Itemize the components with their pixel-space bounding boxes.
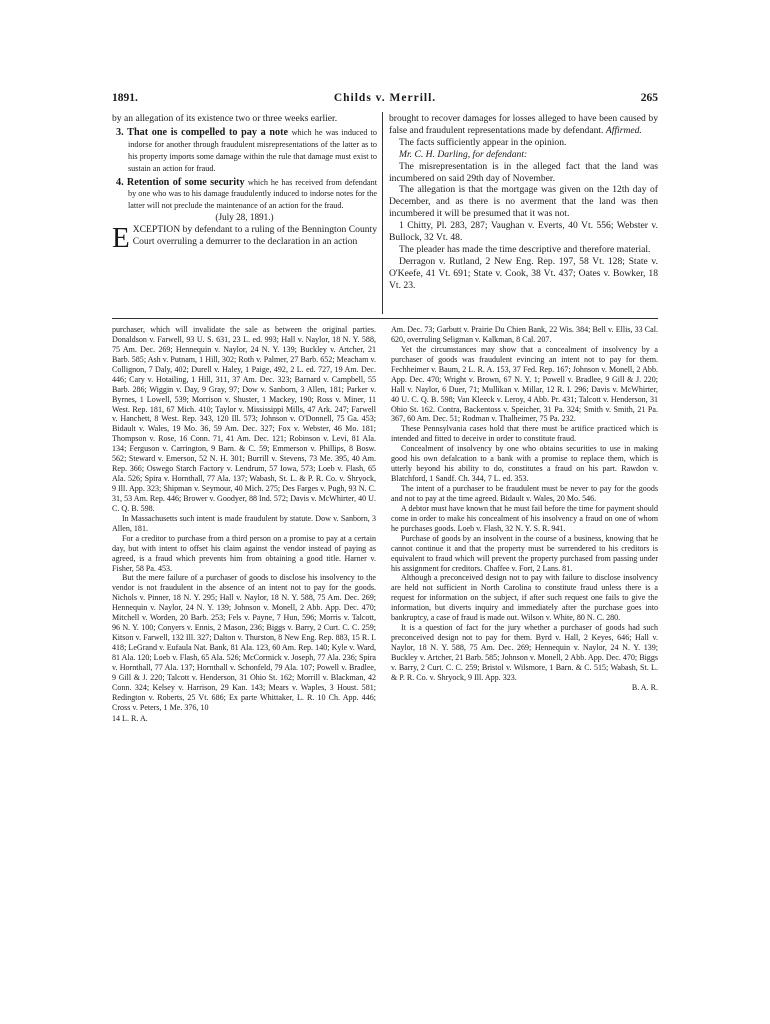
exception-text: XCEPTION by defendant to a ruling of the Bennington County Court overruling a demurrer to the declaration in an action — [132, 224, 377, 248]
note-paragraph-12: Although a preconceived design not to pay with failure to disclose insolvency are held not sufficient in North Carolina to constitute fraud unless there is a request for information on the subject, if after such request one fails to give the information, but diverts inquiry and immediately after the purchase goes into bankruptcy, a case of fraud is made out. Wilson v. White, 80 N. C. 280. — [391, 573, 658, 623]
note-paragraph-11: Purchase of goods by an insolvent in the course of a business, knowing that he cannot continue it and that the property must be surrendered to his creditors is equivalent to fraud which will prevent the property purchased from passing under his assignment for creditors. Chaffee v. Fort, 2 Lans. 81. — [391, 533, 658, 573]
headnote-3-number: 3. — [116, 126, 124, 138]
note-paragraph-6: Yet the circumstances may show that a concealment of insolvency by a purchaser of goods was fraudulent evincing an intent not to pay for them. Fechheimer v. Baum, 2 L. R. A. 153, 37 Fed. Rep. 167; Johnson v. Monell, 2 Abb. App. Dec. 470; Wright v. Brown, 67 N. Y. 1; Powell v. Bradlee, 9 Gill & J. 220; Hall v. Naylor, 6 Duer, 71; Mullikan v. Millar, 12 R. I. 296; Davis v. McWhirter, 40 U. C. Q. B. 598; Van Kleeck v. Leroy, 4 Abb. Pr. 431; Talcott v. Henderson, 31 Ohio St. 162. Contra, Backentoss v. Speicher, 31 Pa. 324; Smith v. Smith, 21 Pa. 367, 60 Am. Dec. 51; Rodman v. Thalheimer, 75 Pa. 232. — [391, 344, 658, 424]
case-intro: brought to recover damages for losses alleged to have been caused by false and fraudulent representations made by defendant. — [389, 113, 658, 136]
page-number: 265 — [640, 92, 658, 104]
drop-cap: E — [112, 222, 130, 255]
headnote-4-heading: Retention of some security — [126, 176, 245, 188]
headnote-continuation: by an allegation of its existence two or three weeks earlier. — [112, 113, 338, 124]
exception-paragraph — [112, 222, 377, 255]
note-paragraph-10: A debtor must have known that he must fail before the time for payment should come in order to make his concealment of his insolvency a fraud on one of whom he purchases goods. Loeb v. Flash, 32 N. Y. S. R. 941. — [391, 503, 658, 533]
note-paragraph-5: Am. Dec. 73; Garbutt v. Prairie Du Chien Bank, 22 Wis. 384; Bell v. Ellis, 33 Cal. 620, overruling Seligman v. Kalkman, 8 Cal. 207. — [391, 325, 658, 344]
argument-1: The misrepresentation is in the alleged fact that the land was incumbered on said 29th day of November. — [389, 160, 658, 184]
note-paragraph-7: These Pennsylvania cases hold that there must be artifice practiced which is intended and fitted to deceive in order to constitute fraud. — [391, 424, 658, 444]
headnote-3-heading: That one is compelled to pay a note — [127, 126, 289, 138]
headnote-4-number: 4. — [116, 176, 124, 188]
running-head — [112, 92, 658, 106]
headnote-3-text: which he was induced to indorse for another through fraudulent misrepresentations of the latter as to his property imports some damage within the rule that damage must exist to sustain an action for fraud. — [128, 127, 377, 173]
case-text-2: The facts sufficiently appear in the opinion. — [399, 136, 567, 148]
decision-date: (July 28, 1891.) — [215, 212, 274, 223]
volume-footer: 14 L. R. A. — [112, 713, 148, 723]
note-paragraph-1: purchaser, which will invalidate the sale as between the original parties. Donaldson v. Farwell, 93 U. S. 631, 23 L. ed. 993; Hall v. Naylor, 18 N. Y. 588, 75 Am. Dec. 269; Hennequin v. Naylor, 24 N. Y. 139; Buckley v. Artcher, 21 Barb. 585; Ash v. Putnam, 1 Hill, 302; Roth v. Palmer, 27 Barb. 652; Meacham v. Collignon, 7 Daly, 402; Durell v. Haley, 1 Paige, 492, 2 L. ed. 727, 19 Am. Dec. 446; Cary v. Hotailing, 1 Hill, 311, 37 Am. Dec. 323; Barnard v. Campbell, 55 Barb. 286; Wiggin v. Day, 9 Gray, 97; Dow v. Sanborn, 3 Allen, 181; Parker v. Byrnes, 1 Lowell, 539; Morrison v. Shuster, 1 Mackey, 190; Ross v. Miner, 11 West. Rep. 181, 67 Mich. 410; Taylor v. Mississippi Mills, 47 Ark. 247; Farwell v. Hanchett, 8 West. Rep. 343, 120 Ill. 573; Johnson v. O'Donnell, 75 Ga. 453; Bidault v. Wales, 19 Mo. 36, 59 Am. Dec. 327; Fox v. Webster, 46 Mo. 181; Thompson v. Rose, 16 Conn. 71, 41 Am. Dec. 121; Robinson v. Levi, 81 Ala. 134; Ferguson v. Carrington, 9 Barn. & C. 59; Emmerson v. Phillips, 8 Bosw. 562; Steward v. Emerson, 52 N. H. 301; Burrill v. Stevens, 73 Me. 395, 40 Am. Rep. 366; Oswego Starch Factory v. Lendrum, 57 Iowa, 573; Loeb v. Flash, 65 Ala. 526; Spira v. Hornthall, 77 Ala. 137; Wabash, St. L. & P. R. Co. v. Shryock, 9 Ill. App. 323; Shipman v. Seymour, 40 Mich. 275; Des Farges v. Pugh, 93 N. C. 31, 53 Am. Rep. 446; Brower v. Goodyer, 88 Ind. 572; Davis v. McWhirter, 40 U. C. Q. B. 598. — [112, 325, 376, 513]
note-paragraph-4: But the mere failure of a purchaser of goods to disclose his insolvency to the vendor is not fraudulent in the absence of an intent not to pay for the goods. Nichols v. Pinner, 18 N. Y. 295; Hall v. Naylor, 18 N. Y. 588, 75 Am. Dec. 269; Hennequin v. Naylor, 24 N. Y. 139; Johnson v. Monell, 2 Abb. App. Dec. 470; Mitchell v. Worden, 20 Barb. 253; Fels v. Payne, 7 Hun, 596; Morris v. Talcott, 96 N. Y. 100; Conyers v. Ennis, 2 Mason, 236; Biggs v. Barry, 2 Curt. C. C. 259; Kitson v. Farwell, 132 Ill. 327; Dalton v. Thurston, 8 New Eng. Rep. 883, 15 R. I. 418; LeGrand v. Eufaula Nat. Bank, 81 Ala. 123, 60 Am. Rep. 140; Kyle v. Ward, 81 Ala. 120; Loeb v. Flash, 65 Ala. 526; McCormick v. Joseph, 77 Ala. 236; Spira v. Hornthall, 77 Ala. 137; Hornthall v. Schonfeld, 79 Ala. 107; Powell v. Bradlee, 9 Gill & J. 220; Talcott v. Henderson, 31 Ohio St. 162; Morrill v. Blackman, 42 Conn. 324; Kelsey v. Harrison, 29 Kan. 143; Mears v. Waples, 3 Houst. 581; Redington v. Roberts, 25 Vt. 686; Ex parte Whittaker, L. R. 10 Ch. App. 446; Cross v. Peters, 1 Me. 376, 10 — [112, 573, 376, 712]
headnote-4 — [112, 177, 377, 213]
upper-right-column — [389, 113, 658, 292]
note-paragraph-9: The intent of a purchaser to be fraudulent must be never to pay for the goods and not to pay at the time agreed. Bidault v. Wales, 20 Mo. 546. — [391, 484, 658, 503]
case-text-1 — [389, 113, 658, 137]
headnote-3 — [112, 127, 377, 175]
section-divider — [112, 318, 658, 319]
headnote-4-text: which he has received from defendant by one who was to his damage fraudulently induced to indorse notes for the latter will not preclude the maintenance of an action for the fraud. — [128, 177, 377, 211]
citations-1: 1 Chitty, Pl. 283, 287; Vaughan v. Everts, 40 Vt. 556; Webster v. Bullock, 32 Vt. 48. — [389, 220, 658, 244]
column-divider — [382, 112, 383, 314]
lower-right-column — [391, 325, 658, 693]
counsel-line: Mr. C. H. Darling, for defendant: — [399, 148, 528, 160]
note-paragraph-2: In Massachusetts such intent is made fraudulent by statute. Dow v. Sanborn, 3 Allen, 181. — [112, 513, 376, 533]
note-paragraph-8: Concealment of insolvency by one who obtains securities to use in making good his own defalcation to a bank with a promise to replace them, which is utterly beyond his ability to do, constitutes a fraud on his part. Rawdon v. Blatchford, 1 Sandf. Ch. 344, 7 L. ed. 353. — [391, 444, 658, 484]
disposition: Affirmed. — [605, 124, 642, 136]
argument-2: The allegation is that the mortgage was given on the 12th day of December, and as there is no averment that the land was then incumbered it will be presumed that it was not. — [389, 184, 658, 220]
header-title: Childs v. Merrill. — [333, 92, 437, 104]
annotator-initials: B. A. R. — [631, 682, 658, 692]
upper-left-column — [112, 113, 377, 255]
argument-3: The pleader has made the time descriptive and therefore material. — [399, 243, 651, 255]
lower-left-column — [112, 325, 376, 724]
note-paragraph-3: For a creditor to purchase from a third person on a promise to pay at a certain day, but with intent to offset his claim against the vendor instead of paying as agreed, is a fraud which prevents him from obtaining a good title. Harner v. Fisher, 58 Pa. 453. — [112, 533, 376, 573]
header-year: 1891. — [112, 92, 138, 104]
note-paragraph-13: It is a question of fact for the jury whether a purchaser of goods had such preconceived design not to pay for them. Byrd v. Hall, 2 Keyes, 646; Hall v. Naylor, 18 N. Y. 588, 75 Am. Dec. 269; Hennequin v. Naylor, 24 N. Y. 139; Buckley v. Artcher, 21 Barb. 585; Johnson v. Monell, 2 Abb. App. Dec. 470; Biggs v. Barry, 2 Curt. C. C. 259; Bristol v. Wilsmore, 1 Barn. & C. 515; Wabash, St. L. & P. R. Co. v. Shryock, 9 Ill. App. 323. — [391, 623, 658, 682]
citations-2: Derragon v. Rutland, 2 New Eng. Rep. 197, 58 Vt. 128; State v. O'Keefe, 41 Vt. 691; State v. Cook, 38 Vt. 437; Oates v. Bowker, 18 Vt. 23. — [389, 255, 658, 291]
